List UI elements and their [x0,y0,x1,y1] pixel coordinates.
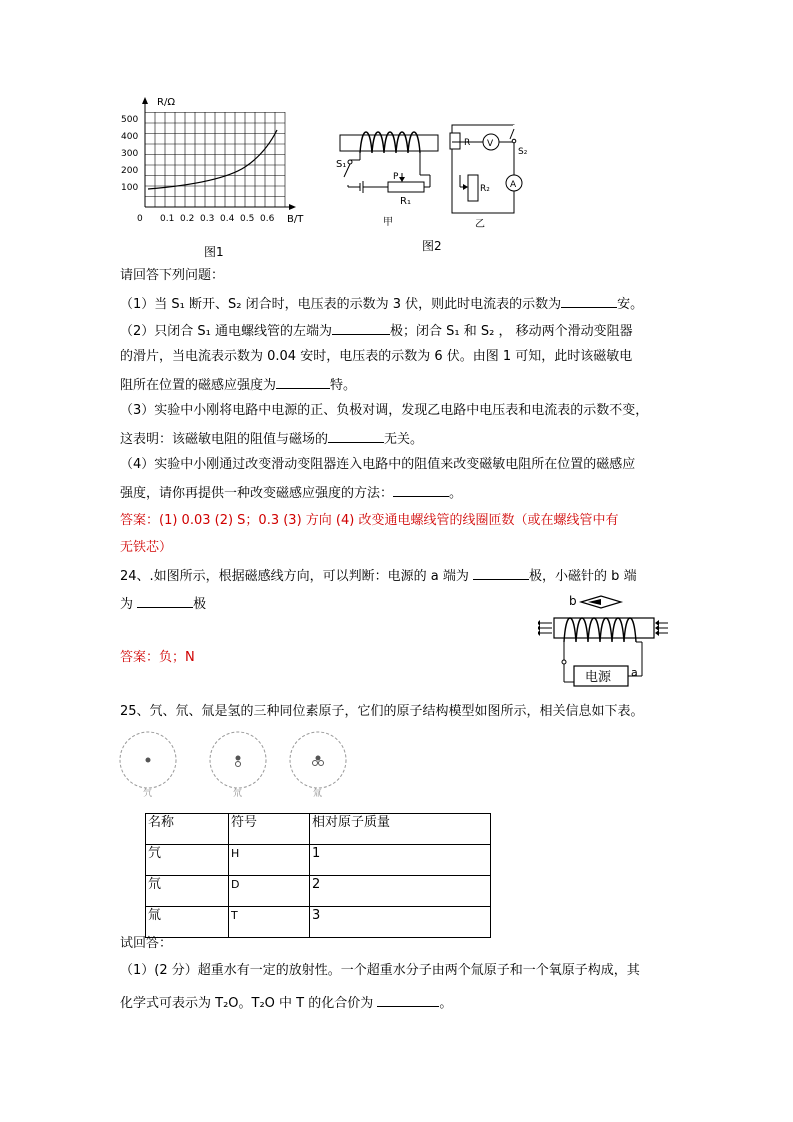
table-cell: 2 [310,876,491,907]
fig1-curve [148,130,277,189]
table-header: 名称 [146,814,229,845]
fig2-jia-label: 甲 [383,217,393,228]
fig1-ytick: 200 [121,166,139,176]
atom-label: 氕 [143,789,153,799]
atom-label: 氚 [313,789,323,799]
q23-answer-line1: 答案：(1) 0.03 (2) S；0.3 (3) 方向 (4) 改变通电螺线管的线圈匝数（或在螺线管中有 [120,513,619,528]
q23-part2-line1: （2）只闭合 S₁ 通电螺线管的左端为 极；闭合 S₁ 和 S₂ ， 移动两个滑动变阻器 [120,321,633,341]
fig1-ylabel: R/Ω [157,97,175,108]
figure-1-graph [115,92,315,242]
fig2-r2-label: R₂ [480,184,490,194]
fig1-xtick: 0.1 [160,214,175,224]
fig1-origin: 0 [137,214,143,224]
q24-power-label: 电源 [585,670,612,685]
table-row [146,845,491,876]
fig1-xtick: 0.4 [220,214,235,224]
q25-try-answer: 试回答： [120,936,173,951]
q24-answer: 答案：负；N [120,650,195,665]
fig2-p-label: P [393,172,399,182]
fig2-s2-label: S₂ [518,147,528,157]
q24-b-label: b [569,594,577,608]
fig2-s1-label: S₁ [336,159,347,170]
q25-part1-line2: 化学式可表示为 T₂O。T₂O 中 T 的化合价为 。 [120,993,452,1013]
fig1-xtick: 0.3 [200,214,215,224]
table-row [146,907,491,938]
fig1-ytick: 100 [121,183,139,193]
table-cell: 氕 [146,845,229,876]
isotope-table [145,813,491,938]
fig1-xtick: 0.5 [240,214,255,224]
fig1-ytick: 500 [121,115,139,125]
table-cell: 氘 [146,876,229,907]
fig2-yi-label: 乙 [475,219,485,230]
q25-atom-models [118,727,358,799]
q23-intro: 请回答下列问题： [120,268,225,283]
q24-a-label: a [631,666,638,679]
fig1-xtick: 0.2 [180,214,195,224]
table-cell: T [229,907,310,938]
q24-line1: 24、.如图所示，根据磁感线方向，可以判断：电源的 a 端为 极，小磁针的 b 端 [120,566,637,586]
fig1-caption: 图1 [204,245,224,259]
table-cell: D [229,876,310,907]
table-row [146,876,491,907]
table-header: 符号 [229,814,310,845]
table-header-row [146,814,491,845]
table-cell: H [229,845,310,876]
fig1-ytick: 400 [121,132,139,142]
q24-line2: 为 极 [120,594,206,614]
table-cell: 氚 [146,907,229,938]
figure-2-circuits [330,115,530,245]
q25-part1-line1: （1）(2 分）超重水有一定的放射性。一个超重水分子由两个氚原子和一个氧原子构成，其 [120,963,640,978]
fig2-r-label: R [464,138,471,148]
fig1-xlabel: B/T [287,214,304,225]
q23-part4-line2: 强度，请你再提供一种改变磁感应强度的方法： 。 [120,483,462,503]
fig2-v-label: V [487,139,494,149]
table-cell: 3 [310,907,491,938]
q23-part4-line1: （4）实验中小刚通过改变滑动变阻器连入电路中的阻值来改变磁敏电阻所在位置的磁感应 [120,457,636,472]
fig2-caption: 图2 [422,239,442,253]
q23-part2-line3: 阻所在位置的磁感应强度为 特。 [120,375,356,395]
fig2-a-label: A [510,180,517,190]
q23-part2-line2: 的滑片，当电流表示数为 0.04 安时，电压表的示数为 6 伏。由图 1 可知，此时该磁敏电 [120,349,633,364]
table-header: 相对原子质量 [310,814,491,845]
fig1-xtick: 0.6 [260,214,275,224]
q25-intro: 25、氕、氘、氚是氢的三种同位素原子，它们的原子结构模型如图所示，相关信息如下表。 [120,704,644,719]
table-cell: 1 [310,845,491,876]
q23-answer-line2: 无铁芯） [120,540,173,555]
q23-part1: （1）当 S₁ 断开、S₂ 闭合时，电压表的示数为 3 伏，则此时电流表的示数为 安。 [120,294,643,314]
atom-label: 氘 [233,789,243,799]
q23-part3-line1: （3）实验中小刚将电路中电源的正、负极对调，发现乙电路中电压表和电流表的示数不变， [120,403,649,418]
fig2-r1-label: R₁ [400,196,411,207]
q23-part3-line2: 这表明：该磁敏电阻的阻值与磁场的 无关。 [120,429,423,449]
q24-solenoid-figure [538,590,673,690]
fig1-ytick: 300 [121,149,139,159]
